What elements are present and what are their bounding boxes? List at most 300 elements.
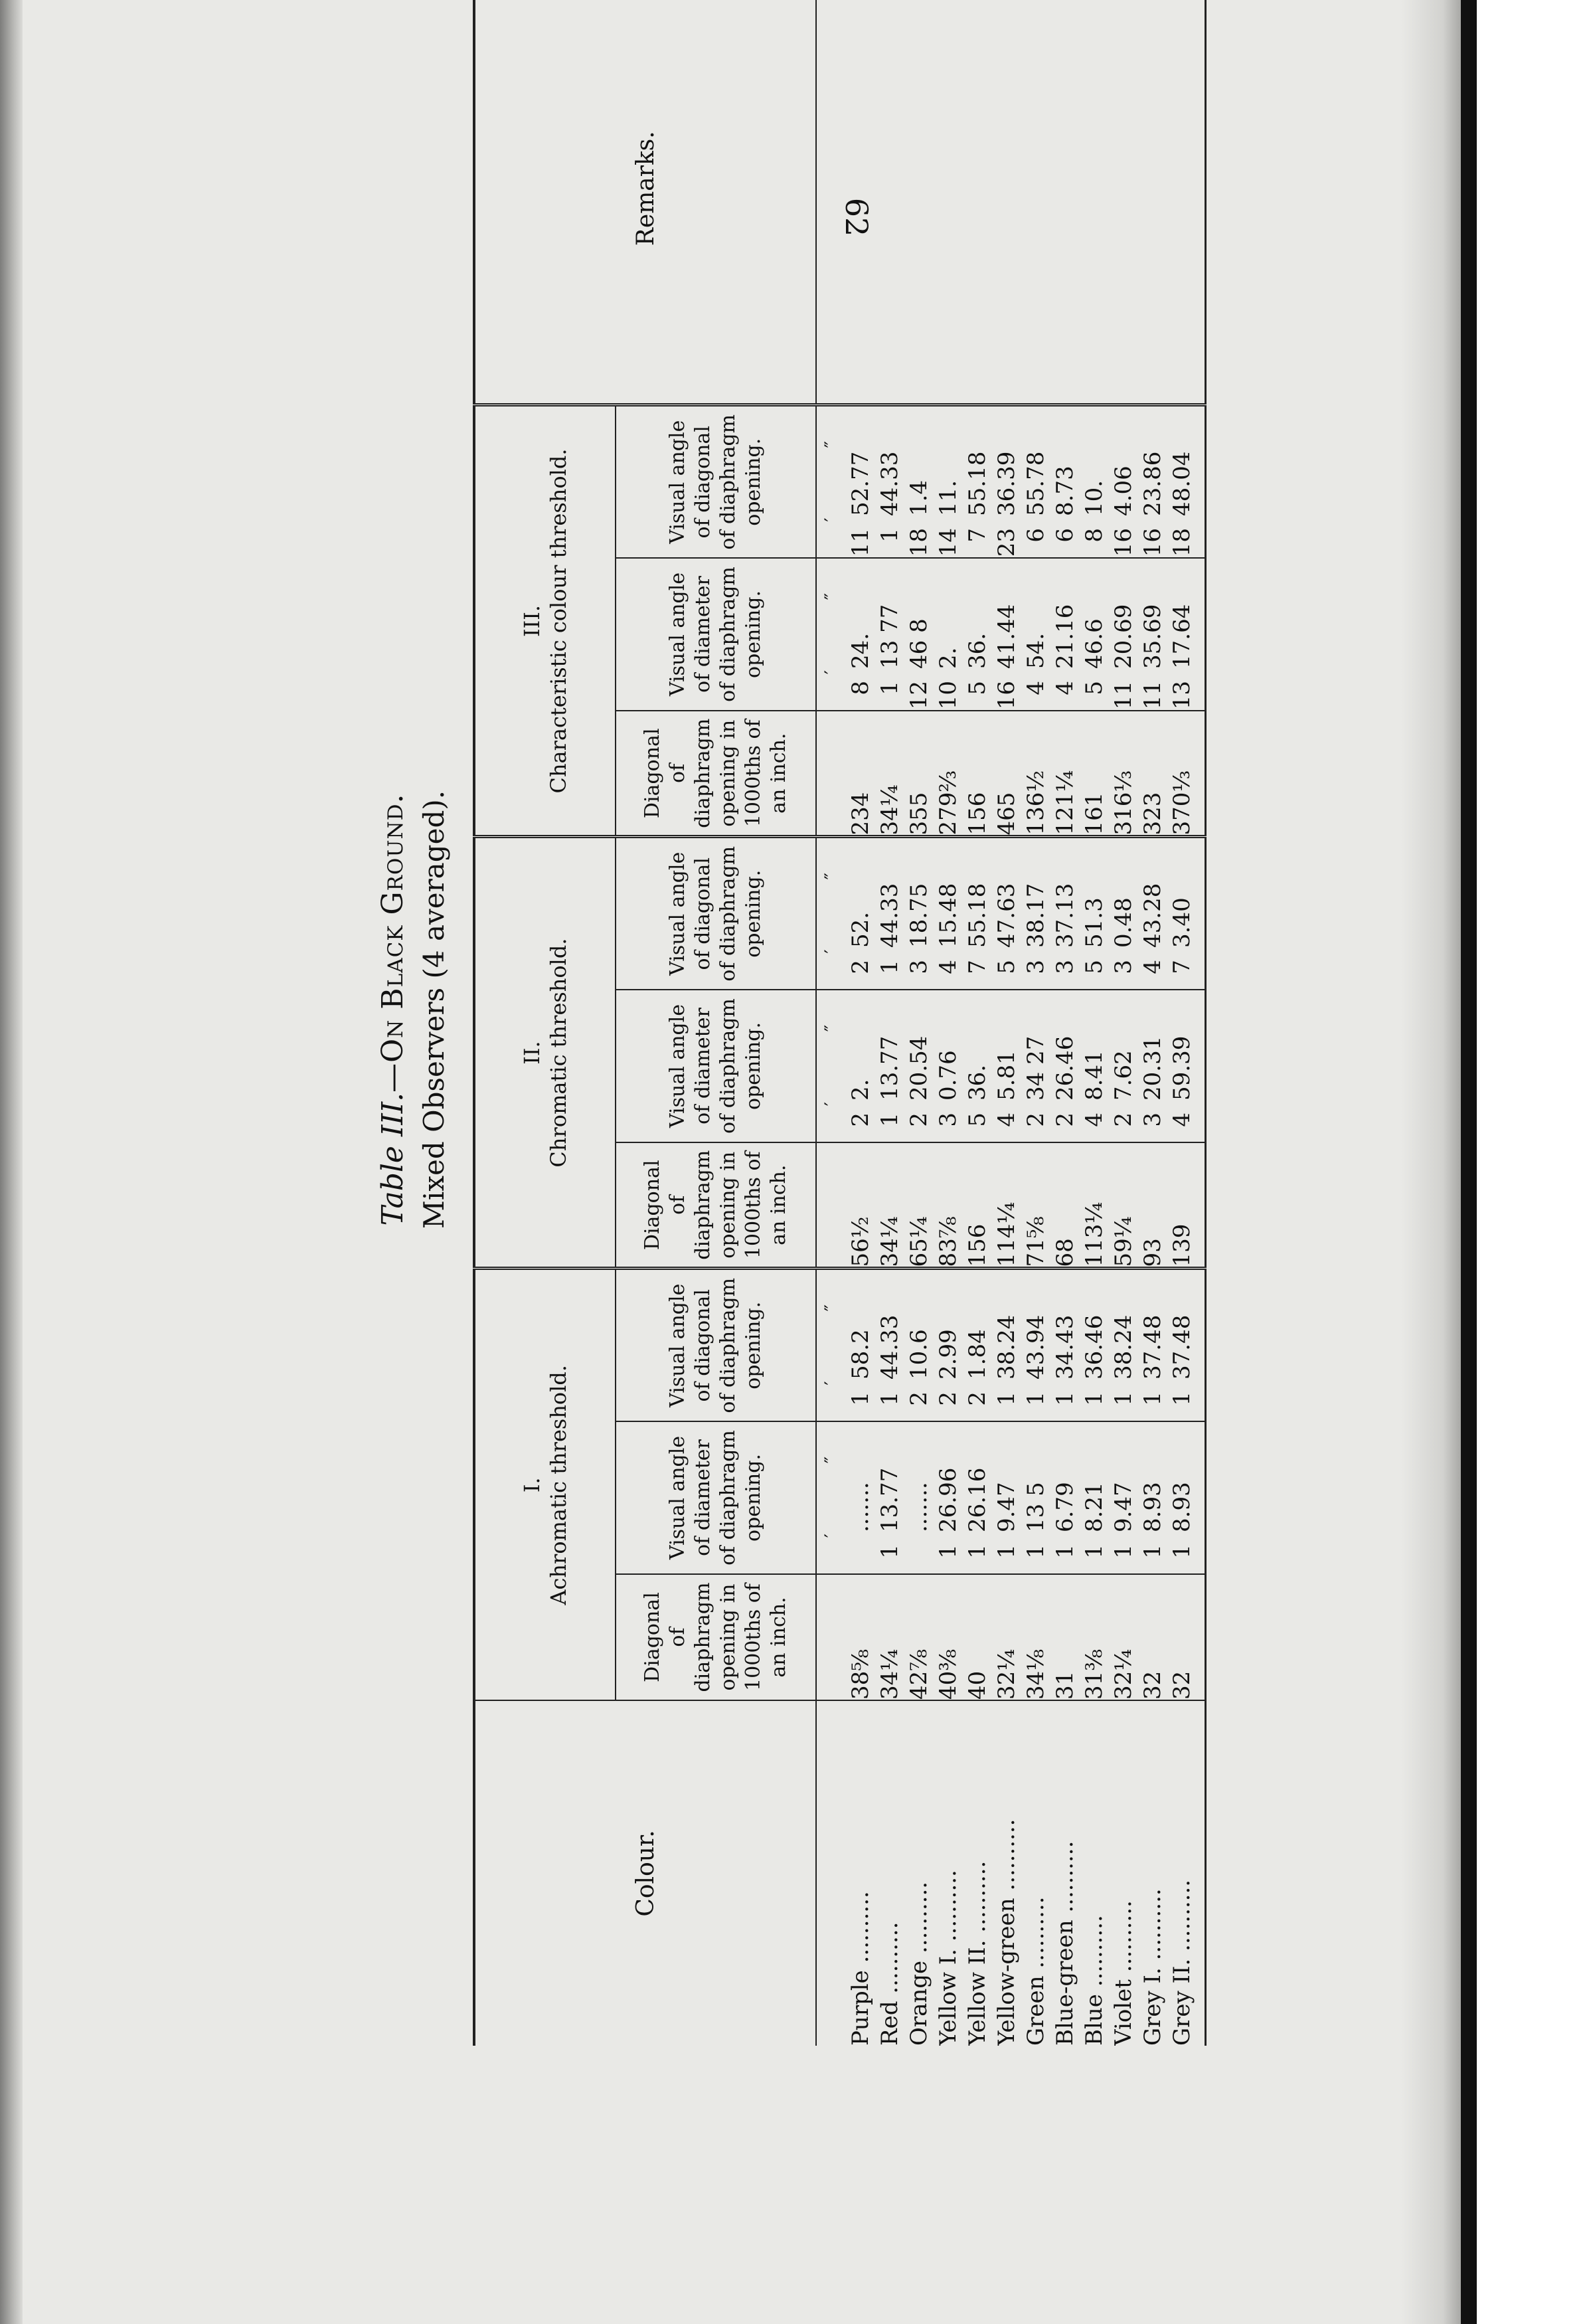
angle-minutes: 7: [964, 528, 991, 543]
angle-cell: [1138, 990, 1167, 1142]
remarks-cell: [1080, 0, 1109, 405]
colour-name: Blue ..........: [1081, 1915, 1108, 2046]
angle-minutes: 1: [877, 528, 903, 543]
angle-cell: [1167, 405, 1206, 558]
page-number: 62: [839, 197, 875, 237]
table-row: [992, 0, 1021, 2046]
table-subtitle: Mixed Observers (4 averaged).: [418, 790, 450, 1229]
angle-seconds: 21.16: [1052, 604, 1078, 669]
angle-cell: [875, 1421, 904, 1574]
angle-cell: [1050, 1269, 1080, 1421]
table-row: [1167, 0, 1206, 2046]
colour-name: Purple ..........: [847, 1891, 874, 2046]
angle-cell: [1050, 558, 1080, 711]
angle-seconds: 18.75: [906, 883, 932, 948]
diagonal-opening-value: 83⅞: [934, 1142, 963, 1269]
angle-minutes: 4: [1139, 960, 1166, 974]
diagonal-opening-value: 68: [1050, 1142, 1080, 1269]
angle-seconds: 9.47: [1110, 1482, 1137, 1532]
angle-cell: [1021, 405, 1050, 558]
diagonal-opening-value: 38⅝: [846, 1574, 875, 1700]
leader-dots: ..........: [877, 1922, 903, 2001]
angle-minutes: 4: [993, 1113, 1020, 1127]
diagonal-opening-value: 161: [1080, 711, 1109, 837]
angle-seconds: 55.78: [1023, 451, 1049, 516]
angle-minutes: 4: [1169, 1113, 1195, 1127]
diagonal-opening-value: 156: [963, 1142, 992, 1269]
colour-name: Blue-green ..........: [1052, 1840, 1078, 2046]
angle-seconds: 9.47: [993, 1482, 1020, 1532]
angle-cell: [1167, 1421, 1206, 1574]
remarks-cell: [1138, 0, 1167, 405]
angle-seconds: 13 77: [877, 604, 903, 669]
subheader-visual-diameter: Visual angle of diameter of diaphragm opening.: [616, 558, 816, 711]
angle-seconds: 37.48: [1169, 1314, 1195, 1380]
angle-minutes: 5: [993, 960, 1020, 974]
unit-sec: ″: [820, 592, 843, 600]
angle-minutes: 1: [1081, 1391, 1108, 1406]
angle-cell: [1021, 1421, 1050, 1574]
angle-cell: [904, 837, 934, 990]
angle-seconds: 23.86: [1139, 451, 1166, 516]
angle-minutes: 2: [1110, 1113, 1137, 1127]
diagonal-opening-value: 40: [963, 1574, 992, 1700]
angle-seconds: 26.96: [935, 1467, 961, 1532]
angle-minutes: 1: [1052, 1391, 1078, 1406]
angle-minutes: 12: [906, 681, 932, 710]
angle-seconds: 36.39: [993, 451, 1020, 516]
angle-cell: [875, 405, 904, 558]
angle-minutes: 5: [964, 681, 991, 695]
group-name: Achromatic threshold.: [546, 1364, 571, 1605]
angle-cell: [1109, 990, 1138, 1142]
angle-seconds: 36.46: [1081, 1314, 1108, 1380]
angle-minutes: 1: [1023, 1391, 1049, 1406]
colour-name: Orange ..........: [906, 1881, 932, 2046]
angle-minutes: 2: [847, 1113, 874, 1127]
unit-sec: ″: [820, 872, 843, 880]
angle-cell: [963, 405, 992, 558]
angle-seconds: 4.06: [1110, 466, 1137, 516]
unit-row: [816, 405, 846, 558]
angle-minutes: 14: [935, 528, 961, 557]
angle-seconds: 38.24: [1110, 1314, 1137, 1380]
angle-cell: [875, 837, 904, 990]
angle-cell: [934, 837, 963, 990]
angle-minutes: 6: [1023, 528, 1049, 543]
angle-minutes: 1: [877, 1113, 903, 1127]
angle-seconds: 13.77: [877, 1467, 903, 1532]
angle-seconds: 8.93: [1169, 1482, 1195, 1532]
remarks-cell: [1050, 0, 1080, 405]
diagonal-opening-value: 56½: [846, 1142, 875, 1269]
angle-minutes: 6: [1052, 528, 1078, 543]
angle-minutes: 10: [935, 681, 961, 710]
subheader-visual-diameter: Visual angle of diameter of diaphragm opening.: [616, 990, 816, 1142]
diagonal-opening-value: 59¼: [1109, 1142, 1138, 1269]
angle-cell: [846, 990, 875, 1142]
angle-cell: [992, 1269, 1021, 1421]
angle-seconds: 24.: [847, 632, 874, 669]
angle-minutes: 11: [1139, 681, 1166, 710]
angle-seconds: 17.64: [1169, 604, 1195, 669]
leader-dots: ..........: [964, 1860, 991, 1940]
angle-cell: [963, 558, 992, 711]
angle-cell: [1050, 837, 1080, 990]
remarks-cell: [992, 0, 1021, 405]
angle-minutes: 2: [906, 1113, 932, 1127]
angle-seconds: 20.54: [906, 1035, 932, 1101]
angle-seconds: 44.33: [877, 883, 903, 948]
rotated-table-block: [372, 0, 1587, 2046]
angle-seconds: 36.: [964, 1064, 991, 1101]
table-row: [1080, 0, 1109, 2046]
angle-cell: [1021, 837, 1050, 990]
unit-row: [816, 990, 846, 1142]
angle-seconds: 58.2: [847, 1329, 874, 1380]
remarks-cell: [1109, 0, 1138, 405]
subheader-diagonal-opening: Diagonal of diaphragm opening in 1000ths of an inch.: [616, 1142, 816, 1269]
angle-cell: [1138, 837, 1167, 990]
angle-cell: [904, 1269, 934, 1421]
remarks-cell: [875, 0, 904, 405]
colour-name: Yellow II. ..........: [964, 1860, 991, 2046]
angle-minutes: 3: [906, 960, 932, 974]
angle-seconds: 3.40: [1169, 897, 1195, 948]
colour-header: Colour.: [474, 1700, 816, 2046]
angle-cell: [1080, 1269, 1109, 1421]
angle-seconds: 34 27: [1023, 1035, 1049, 1101]
table-row: [846, 0, 875, 2046]
angle-seconds: 43.94: [1023, 1314, 1049, 1380]
angle-minutes: 5: [1081, 681, 1108, 695]
angle-cell: [1021, 1269, 1050, 1421]
angle-cell: [992, 837, 1021, 990]
leader-dots: ..........: [847, 1891, 874, 1971]
angle-seconds: 26.46: [1052, 1035, 1078, 1101]
angle-minutes: 16: [1110, 528, 1137, 557]
diagonal-opening-value: 93: [1138, 1142, 1167, 1269]
angle-cell: [963, 1269, 992, 1421]
angle-minutes: 1: [935, 1544, 961, 1559]
angle-cell: [1138, 1269, 1167, 1421]
table-row: [904, 0, 934, 2046]
angle-seconds: 10.: [1081, 480, 1108, 516]
remarks-cell: [904, 0, 934, 405]
angle-seconds: 48.04: [1169, 451, 1195, 516]
angle-cell: [1138, 558, 1167, 711]
unit-min: ′: [820, 949, 843, 954]
table-title: [372, 0, 414, 2046]
angle-seconds: 2.: [935, 647, 961, 669]
angle-cell: [846, 558, 875, 711]
remarks-cell: [963, 0, 992, 405]
angle-minutes: 2: [935, 1391, 961, 1406]
angle-seconds: 54.: [1023, 632, 1049, 669]
angle-minutes: 1: [1169, 1391, 1195, 1406]
angle-cell: [846, 405, 875, 558]
colour-name: Yellow I. ..........: [935, 1870, 961, 2046]
angle-minutes: 1: [1110, 1544, 1137, 1559]
angle-seconds: 52.: [847, 911, 874, 948]
subheader-visual-diagonal: Visual angle of diagonal of diaphragm opening.: [616, 405, 816, 558]
angle-seconds: 5.81: [993, 1050, 1020, 1101]
angle-seconds: .......: [906, 1482, 932, 1532]
table-title-rest: —On Black Ground.: [376, 793, 410, 1093]
angle-seconds: 38.17: [1023, 883, 1049, 948]
colour-name: Grey II. ..........: [1169, 1879, 1195, 2046]
angle-minutes: 8: [1081, 528, 1108, 543]
colour-name: Grey I. ..........: [1139, 1888, 1166, 2046]
group-numeral: II.: [519, 1041, 544, 1065]
angle-seconds: 41.44: [993, 604, 1020, 669]
angle-minutes: 3: [1023, 960, 1049, 974]
angle-minutes: 1: [847, 1391, 874, 1406]
angle-cell: [992, 405, 1021, 558]
angle-cell: [904, 1421, 934, 1574]
angle-cell: [1167, 1269, 1206, 1421]
angle-seconds: 36.: [964, 632, 991, 669]
remarks-cell: [1021, 0, 1050, 405]
remarks-cell: [1167, 0, 1206, 405]
angle-seconds: 46 8: [906, 618, 932, 669]
diagonal-opening-value: 316⅓: [1109, 711, 1138, 837]
angle-minutes: 4: [1023, 681, 1049, 695]
table-row: [1050, 0, 1080, 2046]
angle-cell: [1167, 558, 1206, 711]
angle-minutes: 1: [877, 1544, 903, 1559]
diagonal-opening-value: 32: [1167, 1574, 1206, 1700]
angle-cell: [934, 1269, 963, 1421]
angle-seconds: 20.69: [1110, 604, 1137, 669]
angle-minutes: 1: [1052, 1544, 1078, 1559]
diagonal-opening-value: 121¼: [1050, 711, 1080, 837]
diagonal-opening-value: 34⅛: [1021, 1574, 1050, 1700]
diagonal-opening-value: 32: [1138, 1574, 1167, 1700]
angle-cell: [1080, 558, 1109, 711]
threshold-table: [473, 0, 1207, 2046]
angle-minutes: 18: [906, 528, 932, 557]
subheader-diagonal-opening: Diagonal of diaphragm opening in 1000ths of an inch.: [616, 1574, 816, 1700]
leader-dots: ..........: [935, 1870, 961, 1949]
angle-seconds: 8.73: [1052, 466, 1078, 516]
angle-seconds: 8.21: [1081, 1482, 1108, 1532]
remarks-cell: [846, 0, 875, 405]
angle-cell: [1050, 1421, 1080, 1574]
diagonal-opening-value: 114¼: [992, 1142, 1021, 1269]
unit-row: [816, 1421, 846, 1574]
angle-cell: [963, 837, 992, 990]
page-edge-shadow: [0, 0, 23, 2324]
angle-seconds: 52.77: [847, 451, 874, 516]
diagonal-opening-value: 156: [963, 711, 992, 837]
angle-cell: [1109, 1421, 1138, 1574]
angle-minutes: 2: [847, 960, 874, 974]
subheader-visual-diagonal: Visual angle of diagonal of diaphragm opening.: [616, 1269, 816, 1421]
table-title-italic: Table III.: [376, 1092, 410, 1226]
angle-cell: [1021, 558, 1050, 711]
angle-seconds: 47.63: [993, 883, 1020, 948]
diagonal-opening-value: 31: [1050, 1574, 1080, 1700]
angle-cell: [1050, 405, 1080, 558]
diagonal-opening-value: 32¼: [992, 1574, 1021, 1700]
diagonal-opening-value: 34¼: [875, 1574, 904, 1700]
angle-minutes: 18: [1169, 528, 1195, 557]
angle-seconds: 8.41: [1081, 1050, 1108, 1101]
angle-cell: [1021, 990, 1050, 1142]
angle-cell: [875, 558, 904, 711]
angle-cell: [1050, 990, 1080, 1142]
group-header-chromatic: [474, 837, 616, 1269]
angle-minutes: 1: [993, 1544, 1020, 1559]
table-row: [1138, 0, 1167, 2046]
remarks-cell: [934, 0, 963, 405]
angle-cell: [1138, 405, 1167, 558]
leader-dots: ..........: [1110, 1900, 1137, 1980]
angle-seconds: 8.93: [1139, 1482, 1166, 1532]
angle-seconds: .......: [847, 1482, 874, 1532]
angle-seconds: 38.24: [993, 1314, 1020, 1380]
angle-minutes: 3: [1052, 960, 1078, 974]
remarks-header: Remarks.: [474, 0, 816, 405]
angle-cell: [934, 558, 963, 711]
angle-minutes: 2: [1052, 1113, 1078, 1127]
leader-dots: ..........: [1081, 1915, 1108, 1995]
angle-cell: [846, 1421, 875, 1574]
angle-cell: [1109, 405, 1138, 558]
angle-seconds: 13 5: [1023, 1482, 1049, 1532]
diagonal-opening-value: 65¼: [904, 1142, 934, 1269]
unit-min: ′: [820, 1533, 843, 1538]
angle-minutes: 1: [1139, 1391, 1166, 1406]
angle-seconds: 46.6: [1081, 618, 1108, 669]
group-name: Chromatic threshold.: [546, 938, 571, 1168]
group-header-achromatic: [474, 1269, 616, 1700]
angle-minutes: 1: [964, 1544, 991, 1559]
table-caption: [372, 0, 467, 2046]
table-row: [1021, 0, 1050, 2046]
unit-sec: ″: [820, 1024, 843, 1032]
colour-name: Yellow-green ..........: [993, 1819, 1020, 2046]
angle-seconds: 34.43: [1052, 1314, 1078, 1380]
diagonal-opening-value: 136½: [1021, 711, 1050, 837]
angle-seconds: 0.48: [1110, 897, 1137, 948]
angle-minutes: 5: [1081, 960, 1108, 974]
diagonal-opening-value: 71⅝: [1021, 1142, 1050, 1269]
angle-cell: [1109, 1269, 1138, 1421]
angle-minutes: 23: [993, 528, 1020, 557]
angle-seconds: 44.33: [877, 1314, 903, 1380]
angle-minutes: 1: [993, 1391, 1020, 1406]
angle-seconds: 7.62: [1110, 1050, 1137, 1101]
angle-minutes: 1: [1110, 1391, 1137, 1406]
angle-minutes: 2: [906, 1391, 932, 1406]
angle-cell: [992, 558, 1021, 711]
leader-dots: ..........: [1023, 1896, 1049, 1976]
diagonal-opening-value: 139: [1167, 1142, 1206, 1269]
angle-minutes: 1: [1169, 1544, 1195, 1559]
angle-seconds: 0.76: [935, 1050, 961, 1101]
colour-name: Green ..........: [1023, 1896, 1049, 2046]
angle-cell: [1167, 990, 1206, 1142]
unit-sec: ″: [820, 1304, 843, 1312]
group-name: Characteristic colour threshold.: [546, 448, 571, 794]
diagonal-opening-value: 31⅜: [1080, 1574, 1109, 1700]
diagonal-opening-value: 34¼: [875, 1142, 904, 1269]
table-row: [875, 0, 904, 2046]
angle-seconds: 11.: [935, 480, 961, 516]
angle-seconds: 2.: [847, 1079, 874, 1101]
angle-cell: [846, 837, 875, 990]
unit-row: [816, 837, 846, 990]
angle-minutes: 7: [964, 960, 991, 974]
diagonal-opening-value: 370⅓: [1167, 711, 1206, 837]
angle-minutes: 11: [1110, 681, 1137, 710]
angle-minutes: 2: [964, 1391, 991, 1406]
colour-name: Violet ..........: [1110, 1900, 1137, 2046]
angle-minutes: 5: [964, 1113, 991, 1127]
diagonal-opening-value: 42⅞: [904, 1574, 934, 1700]
angle-cell: [1109, 558, 1138, 711]
subheader-visual-diameter: Visual angle of diameter of diaphragm opening.: [616, 1421, 816, 1574]
angle-cell: [1080, 837, 1109, 990]
table-row: [934, 0, 963, 2046]
angle-cell: [904, 405, 934, 558]
angle-seconds: 6.79: [1052, 1482, 1078, 1532]
angle-cell: [992, 1421, 1021, 1574]
diagonal-opening-value: 234: [846, 711, 875, 837]
angle-seconds: 1.4: [906, 480, 932, 516]
angle-cell: [904, 558, 934, 711]
angle-minutes: 2: [1023, 1113, 1049, 1127]
diagonal-opening-value: 32¼: [1109, 1574, 1138, 1700]
leader-dots: ..........: [1052, 1840, 1078, 1920]
unit-row: [816, 558, 846, 711]
angle-seconds: 51.3: [1081, 897, 1108, 948]
angle-minutes: 1: [877, 1391, 903, 1406]
angle-minutes: 4: [1052, 681, 1078, 695]
angle-seconds: 2.99: [935, 1329, 961, 1380]
angle-cell: [846, 1269, 875, 1421]
angle-cell: [1080, 405, 1109, 558]
angle-minutes: 4: [935, 960, 961, 974]
leader-dots: ..........: [1169, 1879, 1195, 1959]
angle-seconds: 15.48: [935, 883, 961, 948]
angle-minutes: 3: [1139, 1113, 1166, 1127]
unit-sec: ″: [820, 440, 843, 448]
angle-cell: [1109, 837, 1138, 990]
diagonal-opening-value: 113¼: [1080, 1142, 1109, 1269]
angle-cell: [934, 1421, 963, 1574]
angle-cell: [904, 990, 934, 1142]
angle-seconds: 13.77: [877, 1035, 903, 1101]
angle-minutes: 7: [1169, 960, 1195, 974]
angle-seconds: 26.16: [964, 1467, 991, 1532]
colour-name: Red ..........: [877, 1922, 903, 2046]
angle-minutes: 3: [935, 1113, 961, 1127]
unit-min: ′: [820, 1381, 843, 1385]
angle-minutes: 4: [1081, 1113, 1108, 1127]
angle-minutes: 1: [1139, 1544, 1166, 1559]
table-row: [963, 0, 992, 2046]
subheader-diagonal-opening: Diagonal of diaphragm opening in 1000ths of an inch.: [616, 711, 816, 837]
angle-minutes: 13: [1169, 681, 1195, 710]
angle-seconds: 55.18: [964, 883, 991, 948]
angle-cell: [992, 990, 1021, 1142]
angle-cell: [1080, 1421, 1109, 1574]
table-body: [846, 0, 1206, 2046]
diagonal-opening-value: 34¼: [875, 711, 904, 837]
